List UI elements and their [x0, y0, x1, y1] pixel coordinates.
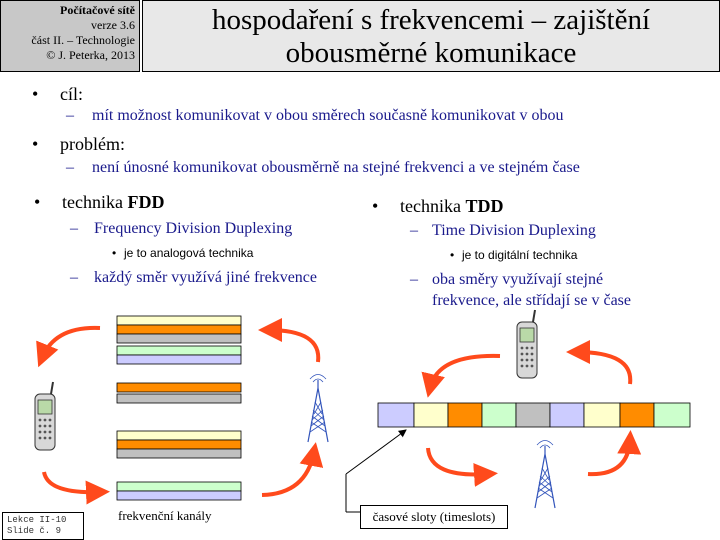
bullet-dot: • — [34, 192, 41, 212]
fdd-full-name: Frequency Division Duplexing — [94, 220, 293, 237]
dash: – — [410, 222, 418, 239]
problem-label: problém: — [60, 134, 125, 154]
tdd-full-name: Time Division Duplexing — [432, 222, 596, 239]
bullet-dot: • — [372, 196, 379, 216]
channel-orange — [117, 440, 241, 449]
dash: – — [410, 271, 418, 288]
fdd-phone-icon — [35, 382, 55, 450]
fdd-channels-caption: frekvenční kanály — [118, 508, 212, 523]
goal-label: cíl: — [60, 84, 83, 104]
dash: – — [66, 159, 74, 176]
dash: – — [70, 220, 78, 237]
bullet-dot: • — [112, 246, 117, 260]
caption-pointer-line — [346, 430, 406, 474]
tdd-tower-icon — [535, 441, 555, 509]
timeslot-lavender — [378, 403, 414, 427]
timeslot-yellow — [414, 403, 448, 427]
slide-label: Slide č. 9 — [7, 526, 62, 536]
bullet-dot: • — [450, 248, 455, 262]
channel-lavender — [117, 355, 241, 364]
channel-gray — [117, 334, 241, 343]
fdd-arrow-top-right — [268, 330, 318, 362]
channel-gray — [117, 449, 241, 458]
fdd-arrow-bottom-left — [44, 472, 100, 492]
channel-orange — [117, 325, 241, 334]
goal-text: mít možnost komunikovat v obou směrech současně komunikovat v obou — [92, 107, 564, 124]
channel-green — [117, 346, 241, 355]
channel-yellow — [117, 431, 241, 440]
author: © J. Peterka, 2013 — [46, 48, 135, 62]
fdd-acronym: FDD — [127, 192, 165, 212]
fdd-tower-icon — [308, 375, 328, 443]
timeslot-green — [654, 403, 690, 427]
channel-orange — [117, 383, 241, 392]
tdd-arrow-bottom-left — [428, 448, 488, 474]
timeslot-lavender — [550, 403, 584, 427]
footer-box — [2, 512, 84, 540]
bullet-dot: • — [32, 84, 39, 104]
tdd-phone-icon — [517, 310, 537, 378]
title-line-1: hospodaření s frekvencemi – zajištění — [211, 4, 651, 36]
fdd-arrow-top-left — [42, 328, 100, 358]
tdd-arrow-top-right — [576, 352, 630, 384]
tdd-desc-line2: frekvence, ale střídají se v čase — [432, 292, 632, 309]
bullet-dot: • — [32, 134, 39, 154]
problem-text: není únosné komunikovat obousměrně na stejné frekvenci a ve stejném čase — [92, 159, 580, 176]
dash: – — [70, 269, 78, 286]
tdd-desc-line1: oba směry využívají stejné — [432, 271, 604, 288]
channel-lavender — [117, 491, 241, 500]
tdd-prefix: technika — [400, 196, 466, 216]
fdd-arrow-bottom-right — [262, 452, 314, 495]
lecture-label: Lekce II-10 — [7, 515, 67, 525]
timeslot-yellow — [584, 403, 620, 427]
part-label: část II. – Technologie — [31, 33, 135, 47]
tdd-slots-caption: časové sloty (timeslots) — [360, 505, 508, 529]
channel-green — [117, 482, 241, 491]
channel-gray — [117, 394, 241, 403]
tdd-acronym: TDD — [465, 196, 504, 216]
fdd-prefix: technika — [62, 192, 128, 212]
fdd-channel-group — [117, 316, 241, 500]
fdd-desc: každý směr využívá jiné frekvence — [94, 269, 318, 286]
tdd-note: je to digitální technika — [462, 248, 578, 262]
version: verze 3.6 — [91, 18, 135, 32]
channel-yellow — [117, 316, 241, 325]
tdd-arrow-bottom-right — [588, 440, 630, 474]
timeslot-gray — [516, 403, 550, 427]
timeslot-orange — [620, 403, 654, 427]
title-line-2: obousměrné komunikace — [285, 37, 577, 69]
fdd-note: je to analogová technika — [124, 246, 254, 260]
course-name: Počítačové sítě — [60, 3, 135, 17]
timeslot-orange — [448, 403, 482, 427]
timeslot-green — [482, 403, 516, 427]
tdd-arrow-top-left — [430, 356, 500, 388]
tdd-slot-group — [378, 403, 690, 427]
dash: – — [66, 107, 74, 124]
